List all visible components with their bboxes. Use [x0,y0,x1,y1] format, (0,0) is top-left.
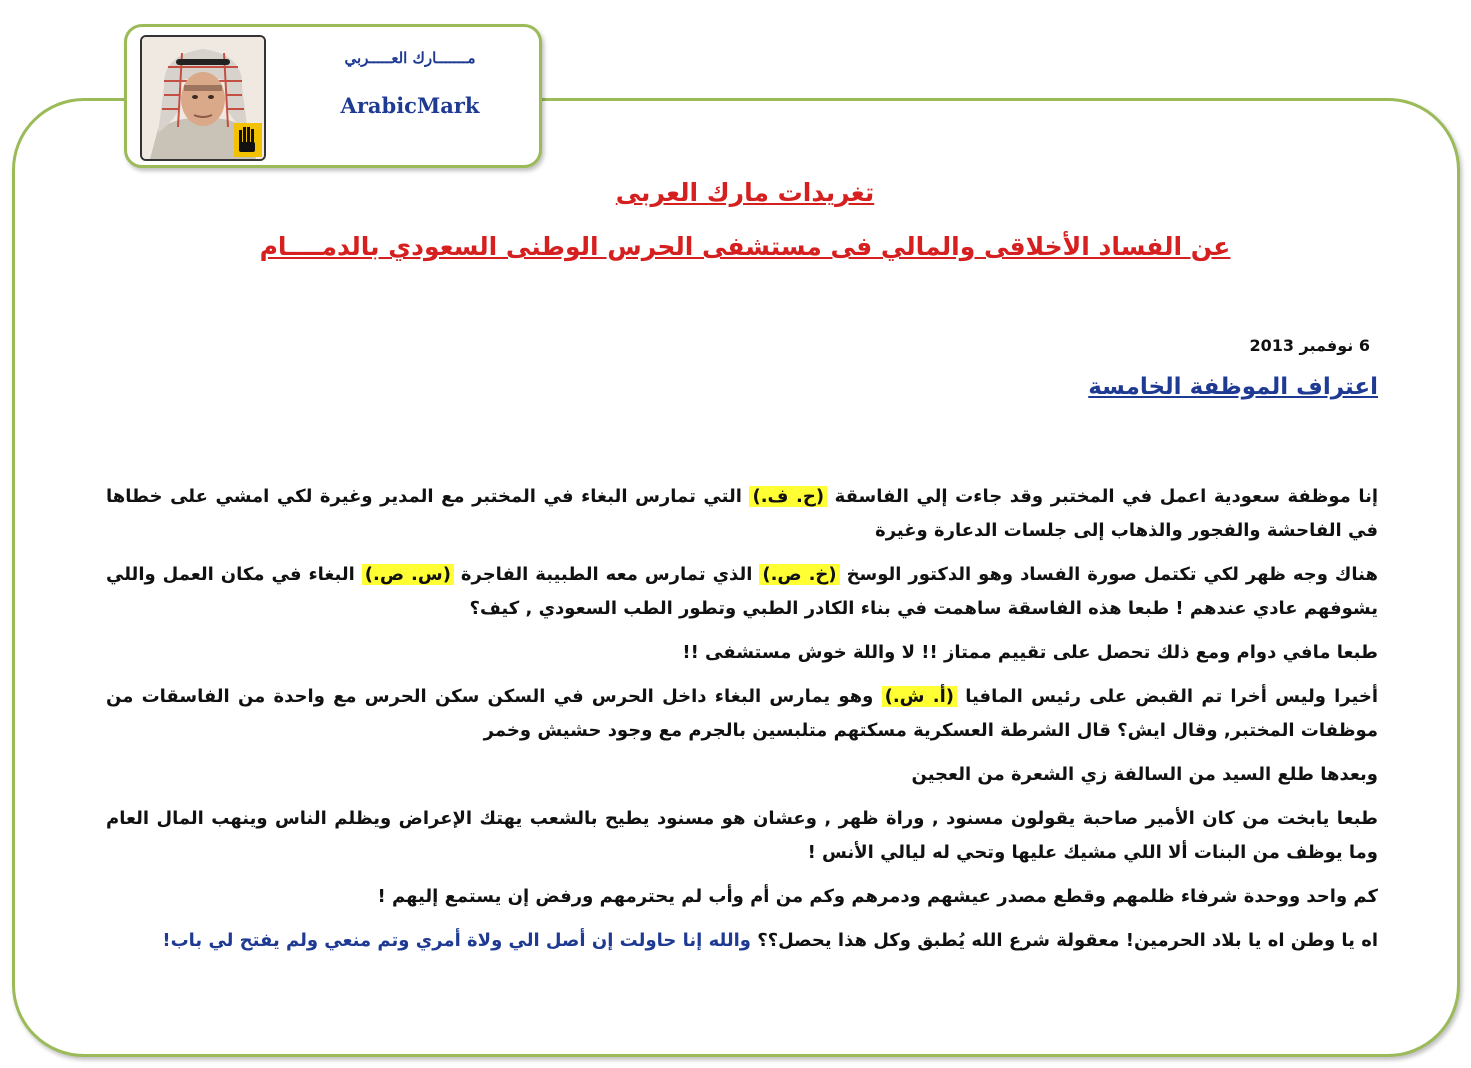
paragraph-6: طبعا يابخت من كان الأمير صاحبة يقولون مسنود , وراة ظهر , وعشان هو مسنود يطيح بالشعب يهتك الإعراض ويظلم الناس وينهب المال العام وما يوظف من البنات ألا اللي مشيك عليها وتحي له ليالي الأنس ! [106,808,1378,863]
text-run: اه يا وطن اه يا بلاد الحرمين! معقولة شرع الله يُطبق وكل هذا يحصل؟؟ [750,930,1378,951]
person-photo-with-rabia-hand-icon [142,37,264,159]
author-name-arabic: مـــــــارك العـــــربي [344,49,476,67]
text-run: أخيرا وليس أخرا تم القبض على رئيس المافيا [956,686,1378,707]
paragraph-8 [106,924,1378,958]
highlighted-initials: (أ. ش.) [882,686,957,707]
paragraph-5: وبعدها طلع السيد من السالفة زي الشعرة من العجين [911,764,1378,785]
author-badge [124,24,542,168]
text-run: هناك وجه ظهر لكي تكتمل صورة الفساد وهو الدكتور الوسخ [839,564,1378,585]
author-name-english: ArabicMark [340,93,480,118]
section-heading: اعتراف الموظفة الخامسة [1088,374,1378,400]
author-photo [140,35,266,161]
highlighted-initials: (ح. ف.) [749,486,827,507]
text-run: وهو يمارس البغاء داخل الحرس في السكن سكن الحرس مع واحدة من الفاسقات من موظفات المختبر, وقال ايش؟ قال الشرطة العسكرية مسكتهم متلبسين بالجرم مع وجود حشيش وخمر [106,686,1378,741]
paragraph-2 [106,558,1378,626]
highlighted-initials: (خ. ص.) [759,564,839,585]
article-body [106,480,1378,968]
highlighted-initials: (س. ص.) [362,564,454,585]
text-run: الذي تمارس معه الطبيبة الفاجرة [453,564,760,585]
paragraph-7: كم واحد ووحدة شرفاء ظلمهم وقطع مصدر عيشهم ودمرهم وكم من أم وأب لم يحترمهم ورفض إن يستمع إليهم ! [377,886,1378,907]
paragraph-1 [106,480,1378,548]
post-date: 6 نوفمبر 2013 [1249,336,1370,355]
sub-title: عن الفساد الأخلاقى والمالي فى مستشفى الحرس الوطنى السعودي بالدمــــام [259,232,1231,261]
text-run: التي تمارس البغاء في المختبر مع المدير وغيرة لكي امشي على خطاها في الفاحشة والفجور والذهاب إلى جلسات الدعارة وغيرة [106,486,1378,541]
blue-closing-text: والله إنا حاولت إن أصل الي ولاة أمري وتم منعي ولم يفتح لي باب! [162,930,751,951]
paragraph-3: طبعا مافي دوام ومع ذلك تحصل على تقييم ممتاز !! لا واللة خوش مستشفى !! [682,642,1378,663]
main-title: تغريدات مارك العربى [615,178,875,207]
text-run: إنا موظفة سعودية اعمل في المختبر وقد جاءت إلي الفاسقة [827,486,1379,507]
text-run: البغاء في مكان العمل واللي يشوفهم عادي عندهم ! طبعا هذه الفاسقة ساهمت في بناء الكادر الطبي وتطور الطب السعودي , كيف؟ [106,564,1378,619]
paragraph-4 [106,680,1378,748]
